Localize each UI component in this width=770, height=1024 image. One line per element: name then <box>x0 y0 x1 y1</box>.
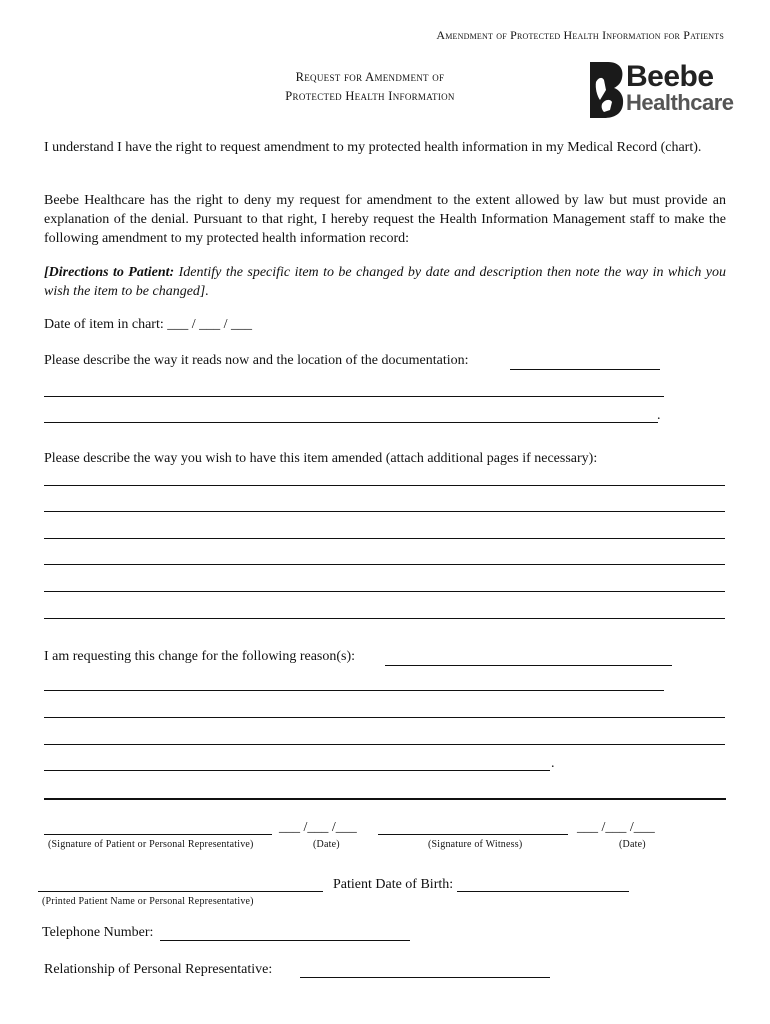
dob-label: Patient Date of Birth: <box>333 877 454 892</box>
date-of-item-field[interactable]: Date of item in chart: ___ / ___ / ___ <box>44 317 253 332</box>
beebe-logo <box>586 60 734 120</box>
reason-line-2[interactable] <box>44 690 664 691</box>
witness-signature-line[interactable] <box>378 834 568 835</box>
hands-logo-icon <box>586 60 626 120</box>
period-mark: . <box>657 408 661 423</box>
patient-signature-caption: (Signature of Patient or Personal Representative) <box>48 839 254 850</box>
amended-line-1[interactable] <box>44 485 725 486</box>
telephone-input-line[interactable] <box>160 940 410 941</box>
form-header-title: Amendment of Protected Health Information for Patients <box>436 28 724 42</box>
relationship-label: Relationship of Personal Representative: <box>44 962 273 977</box>
telephone-label: Telephone Number: <box>42 925 154 940</box>
denial-paragraph: Beebe Healthcare has the right to deny my request for amendment to the extent allowed by law but must provide an explanation of the denial. Pursuant to that right, I hereby request the Health Information Management staff to make the following amendment to my protected health information record: <box>44 193 726 246</box>
amended-line-6[interactable] <box>44 618 725 619</box>
directions-label: [Directions to Patient: <box>44 265 175 280</box>
reason-label: I am requesting this change for the following reason(s): <box>44 649 356 664</box>
date-caption-1: (Date) <box>313 839 340 850</box>
reads-now-line-2[interactable] <box>44 396 664 397</box>
date-caption-2: (Date) <box>619 839 646 850</box>
reason-line-3[interactable] <box>44 717 725 718</box>
period-mark-2: . <box>551 756 555 771</box>
form-title-line2: Protected Health Information <box>285 89 455 103</box>
witness-signature-date-field[interactable]: ___ /___ /___ <box>577 820 655 835</box>
patient-signature-line[interactable] <box>44 834 272 835</box>
reason-input-line[interactable] <box>385 665 672 666</box>
reason-line-4[interactable] <box>44 744 725 745</box>
printed-name-caption: (Printed Patient Name or Personal Representative) <box>42 896 254 907</box>
logo-word-healthcare: Healthcare <box>626 90 734 115</box>
amended-line-2[interactable] <box>44 511 725 512</box>
relationship-input-line[interactable] <box>300 977 550 978</box>
amended-line-5[interactable] <box>44 591 725 592</box>
patient-signature-date-field[interactable]: ___ /___ /___ <box>279 820 357 835</box>
reads-now-line-3[interactable] <box>44 422 658 423</box>
amended-line-4[interactable] <box>44 564 725 565</box>
form-title-line1: Request for Amendment of <box>295 70 445 84</box>
printed-name-line[interactable] <box>38 891 323 892</box>
section-divider <box>44 798 726 800</box>
reads-now-input-line[interactable] <box>510 369 660 370</box>
amended-label: Please describe the way you wish to have this item amended (attach additional pages if necessary): <box>44 451 598 466</box>
directions-paragraph <box>44 263 726 301</box>
amended-line-3[interactable] <box>44 538 725 539</box>
directions-text: Identify the specific item to be changed by date and description then note the way in which you wish the item to be changed]. <box>44 265 726 299</box>
reason-line-5[interactable] <box>44 770 550 771</box>
dob-input-line[interactable] <box>457 891 629 892</box>
form-title <box>240 68 500 106</box>
rights-paragraph: I understand I have the right to request amendment to my protected health information in my Medical Record (chart). <box>44 140 702 155</box>
logo-word-beebe: Beebe <box>626 60 714 93</box>
reads-now-label: Please describe the way it reads now and the location of the documentation: <box>44 353 469 368</box>
witness-signature-caption: (Signature of Witness) <box>428 839 523 850</box>
